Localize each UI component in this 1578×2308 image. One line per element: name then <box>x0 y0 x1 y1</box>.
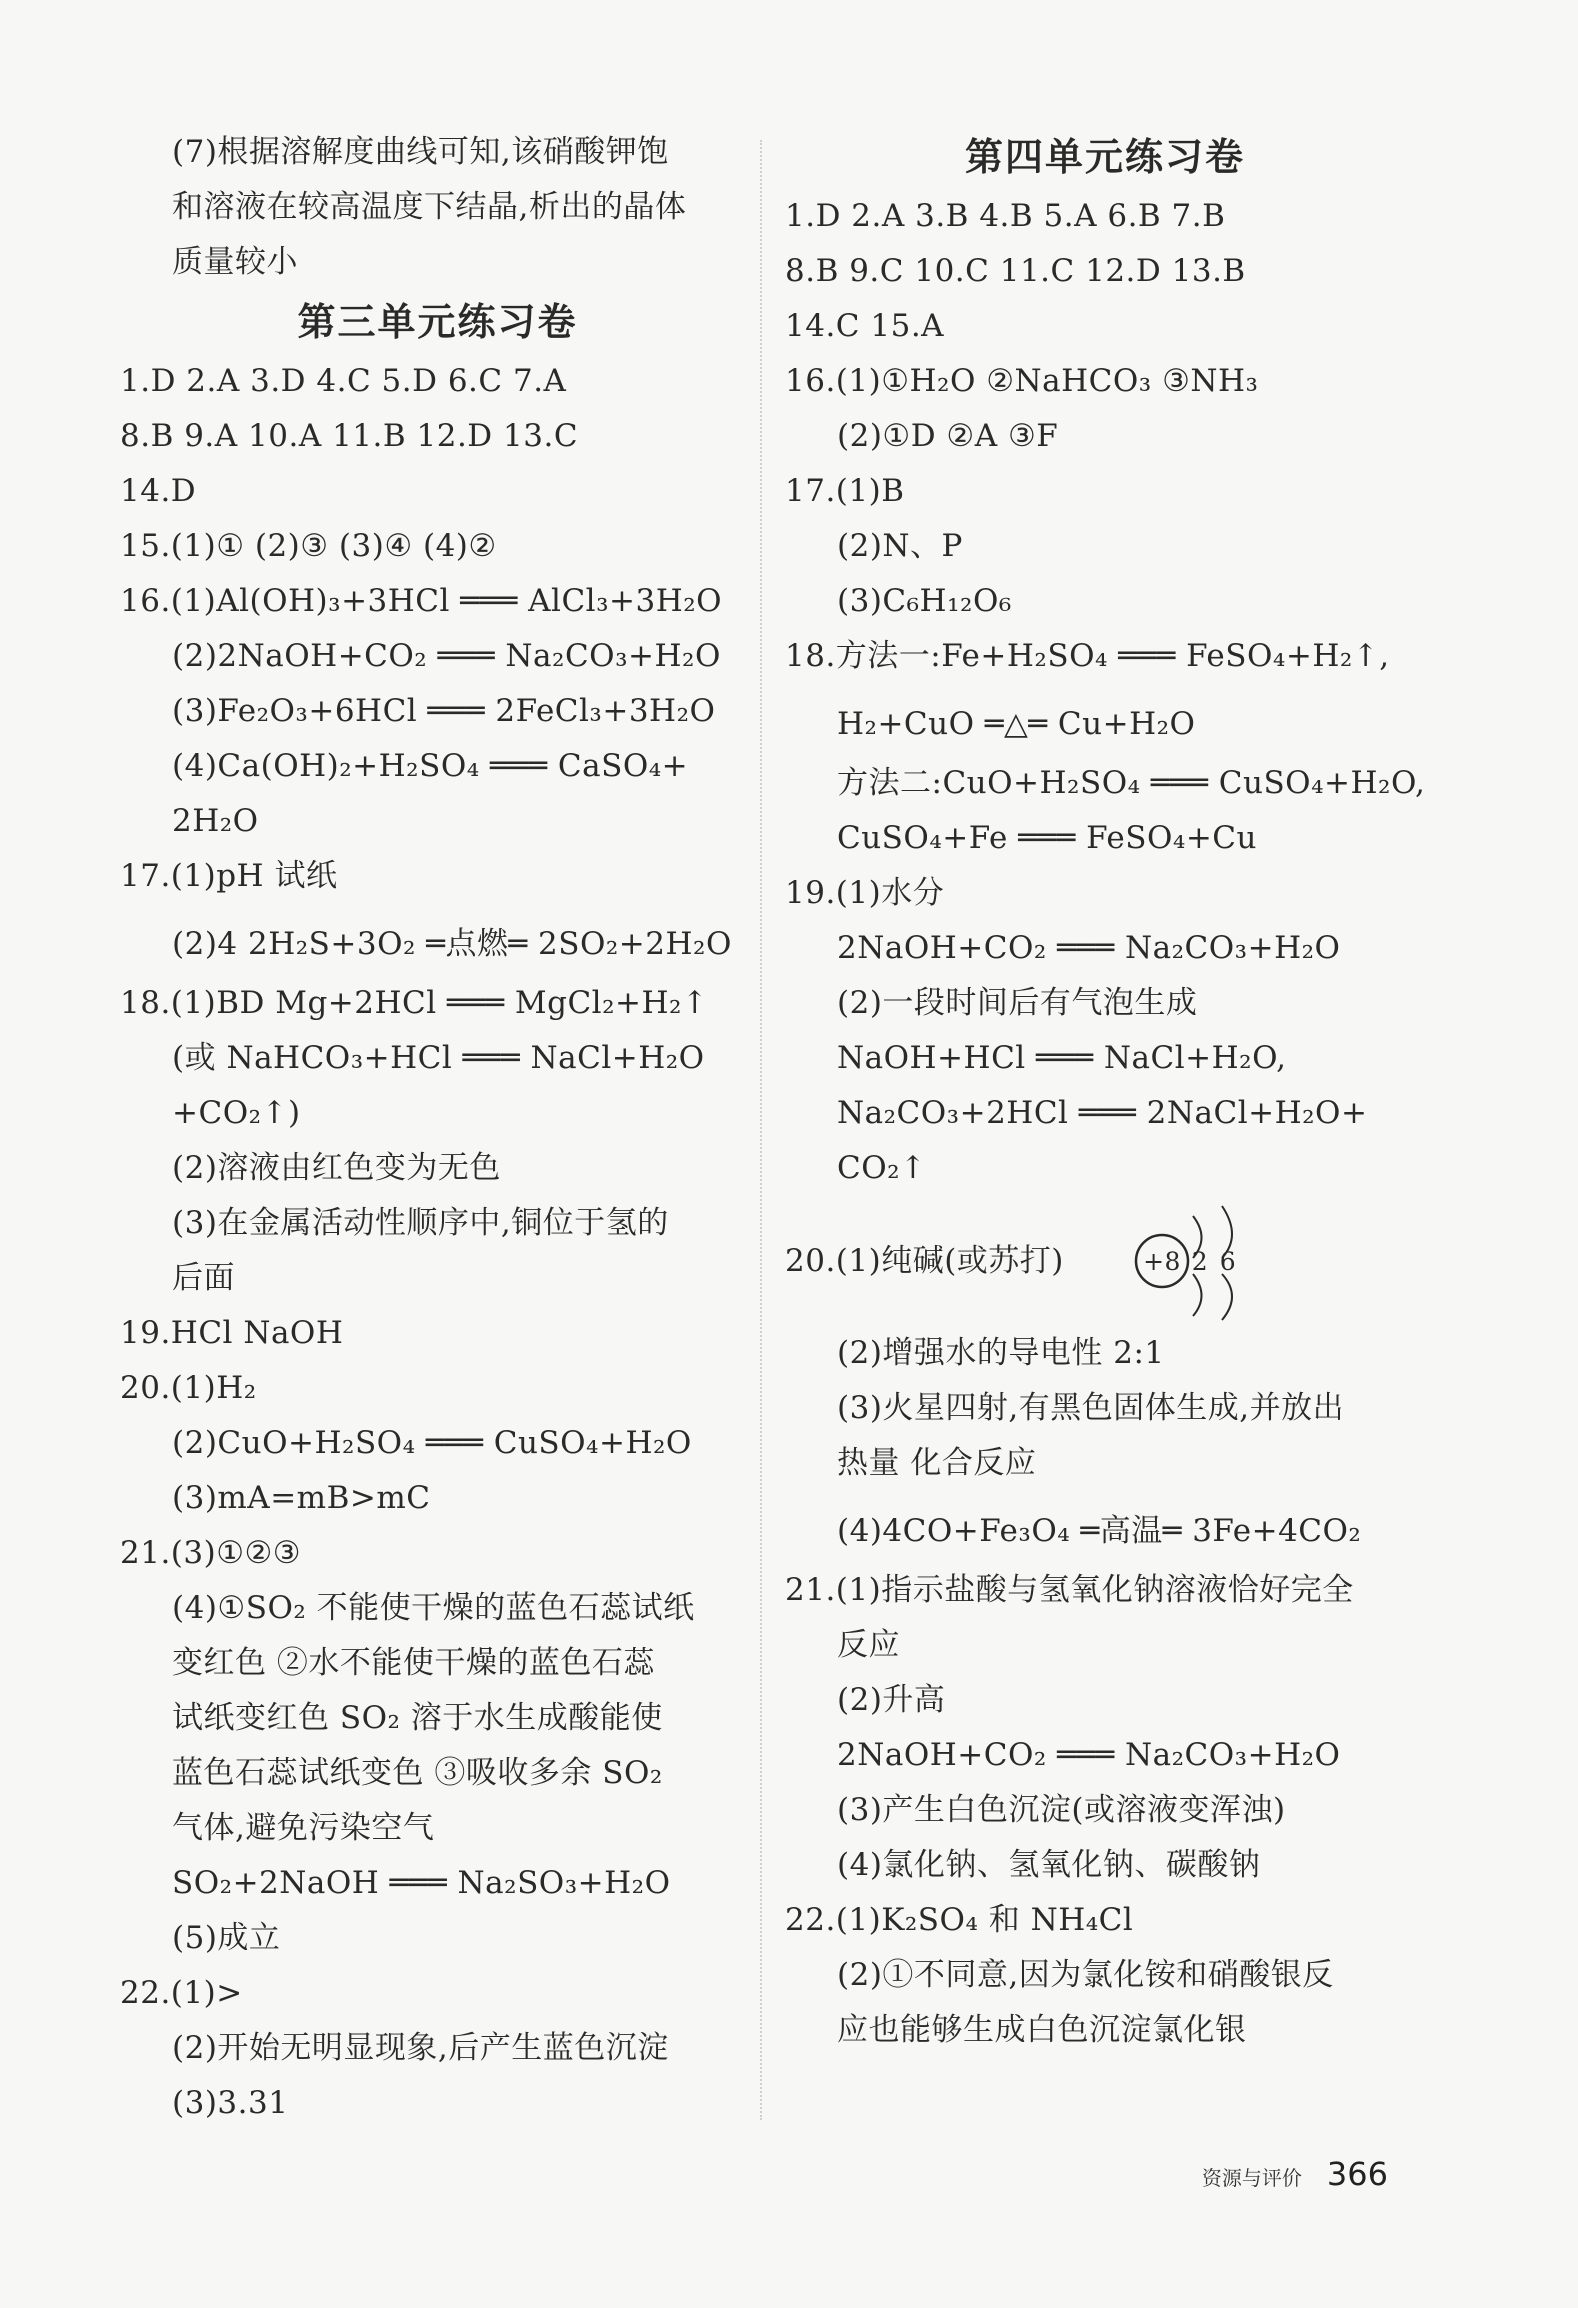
shell-arc-lower-outer <box>1222 1274 1232 1320</box>
answer-line: (3)3.31 <box>172 2085 289 2121</box>
answer-line: 8.B 9.A 10.A 11.B 12.D 13.C <box>120 418 579 454</box>
answer-line: (3)火星四射,有黑色固体生成,并放出 <box>837 1390 1345 1426</box>
answer-line: 热量 化合反应 <box>837 1445 1037 1481</box>
answer-line: 21.(1)指示盐酸与氢氧化钠溶液恰好完全 <box>785 1572 1354 1608</box>
shell-electrons-1: 2 <box>1191 1247 1209 1276</box>
answer-line: H₂+CuO ═△═ Cu+H₂O <box>837 706 1196 742</box>
left-column <box>120 125 755 2131</box>
answer-line: 8.B 9.C 10.C 11.C 12.D 13.B <box>785 253 1246 289</box>
answer-line: 16.(1)Al(OH)₃+3HCl ═══ AlCl₃+3H₂O <box>120 583 723 619</box>
answer-line: 16.(1)①H₂O ②NaHCO₃ ③NH₃ <box>785 363 1259 399</box>
answer-line: 14.C 15.A <box>785 308 945 344</box>
answer-line: Na₂CO₃+2HCl ═══ 2NaCl+H₂O+ <box>837 1095 1368 1131</box>
answer-line: (2)N、P <box>837 528 963 564</box>
answer-line: 2H₂O <box>172 803 259 839</box>
answer-line: (2)①D ②A ③F <box>837 418 1059 454</box>
intro-line: (7)根据溶解度曲线可知,该硝酸钾饱 <box>172 134 669 170</box>
answer-line: (4)4CO+Fe₃O₄ ═高温═ 3Fe+4CO₂ <box>837 1513 1362 1549</box>
answer-line: 变红色 ②水不能使干燥的蓝色石蕊 <box>172 1645 655 1681</box>
footer-label: 资源与评价 <box>1201 2166 1302 2190</box>
answer-line: 蓝色石蕊试纸变色 ③吸收多余 SO₂ <box>172 1755 663 1791</box>
answer-line: 19.HCl NaOH <box>120 1315 344 1351</box>
answer-line: (2)2NaOH+CO₂ ═══ Na₂CO₃+H₂O <box>172 638 721 674</box>
answer-line: (2)开始无明显现象,后产生蓝色沉淀 <box>172 2030 669 2066</box>
answer-line: (3)mA=mB>mC <box>172 1480 431 1516</box>
answer-line: 2NaOH+CO₂ ═══ Na₂CO₃+H₂O <box>837 930 1341 966</box>
answer-line: 后面 <box>172 1260 235 1296</box>
answer-line: 18.(1)BD Mg+2HCl ═══ MgCl₂+H₂↑ <box>120 985 709 1021</box>
answer-line: 17.(1)B <box>785 473 905 509</box>
answer-line: (4)Ca(OH)₂+H₂SO₄ ═══ CaSO₄+ <box>172 748 689 784</box>
answer-line: (2)①不同意,因为氯化铵和硝酸银反 <box>837 1957 1334 1993</box>
column-divider <box>760 140 762 2120</box>
answer-line: 1.D 2.A 3.B 4.B 5.A 6.B 7.B <box>785 198 1226 234</box>
atom-structure-diagram <box>1130 1196 1260 1326</box>
answer-line: (4)①SO₂ 不能使干燥的蓝色石蕊试纸 <box>172 1590 695 1626</box>
answer-line: 反应 <box>837 1627 900 1663</box>
intro-line: 和溶液在较高温度下结晶,析出的晶体 <box>172 189 687 225</box>
answer-line: +CO₂↑) <box>172 1095 301 1131</box>
answer-line: (5)成立 <box>172 1920 281 1956</box>
answer-line: (或 NaHCO₃+HCl ═══ NaCl+H₂O <box>172 1040 705 1076</box>
answer-text: 20.(1)纯碱(或苏打) <box>785 1243 1064 1279</box>
page-number: 366 <box>1326 2155 1388 2193</box>
answer-line: (2)增强水的导电性 2:1 <box>837 1335 1165 1371</box>
answer-line: (3)产生白色沉淀(或溶液变浑浊) <box>837 1792 1286 1828</box>
answer-line: 试纸变红色 SO₂ 溶于水生成酸能使 <box>172 1700 663 1736</box>
answer-line: 应也能够生成白色沉淀氯化银 <box>837 2012 1247 2048</box>
answer-line: 15.(1)① (2)③ (3)④ (4)② <box>120 528 497 564</box>
answer-line: 方法二:CuO+H₂SO₄ ═══ CuSO₄+H₂O, <box>837 765 1426 801</box>
answer-line: (3)C₆H₁₂O₆ <box>837 583 1012 619</box>
answer-line-atom <box>785 1196 1425 1326</box>
unit3-title: 第三单元练习卷 <box>297 300 578 344</box>
answer-line: 19.(1)水分 <box>785 875 945 911</box>
answer-line: 1.D 2.A 3.D 4.C 5.D 6.C 7.A <box>120 363 567 399</box>
answer-line: 气体,避免污染空气 <box>172 1810 435 1846</box>
answer-line: 21.(3)①②③ <box>120 1535 302 1571</box>
intro-line: 质量较小 <box>172 244 298 280</box>
answer-line: 14.D <box>120 473 197 509</box>
answer-line: 20.(1)H₂ <box>120 1370 257 1406</box>
answer-line: (4)氯化钠、氢氧化钠、碳酸钠 <box>837 1847 1261 1883</box>
answer-line: (2)CuO+H₂SO₄ ═══ CuSO₄+H₂O <box>172 1425 692 1461</box>
answer-line: (3)在金属活动性顺序中,铜位于氢的 <box>172 1205 669 1241</box>
unit4-title: 第四单元练习卷 <box>964 135 1245 179</box>
right-column <box>785 125 1425 2058</box>
answer-line: (3)Fe₂O₃+6HCl ═══ 2FeCl₃+3H₂O <box>172 693 716 729</box>
answer-line: CO₂↑ <box>837 1150 927 1186</box>
answer-line: (2)升高 <box>837 1682 946 1718</box>
shell-arc-lower <box>1193 1274 1202 1316</box>
answer-line: 22.(1)> <box>120 1975 243 2011</box>
answer-line: (2)溶液由红色变为无色 <box>172 1150 501 1186</box>
answer-line: SO₂+2NaOH ═══ Na₂SO₃+H₂O <box>172 1865 671 1901</box>
answer-line: 22.(1)K₂SO₄ 和 NH₄Cl <box>785 1902 1134 1938</box>
answer-line: NaOH+HCl ═══ NaCl+H₂O, <box>837 1040 1287 1076</box>
answer-line: (2)4 2H₂S+3O₂ ═点燃═ 2SO₂+2H₂O <box>172 926 732 962</box>
answer-line: (2)一段时间后有气泡生成 <box>837 985 1198 1021</box>
answer-line: CuSO₄+Fe ═══ FeSO₄+Cu <box>837 820 1257 856</box>
page-footer <box>1202 2155 1388 2193</box>
shell-electrons-2: 6 <box>1219 1247 1237 1276</box>
answer-line: 17.(1)pH 试纸 <box>120 858 338 894</box>
answer-line: 2NaOH+CO₂ ═══ Na₂CO₃+H₂O <box>837 1737 1341 1773</box>
nucleus-charge: +8 <box>1143 1247 1181 1276</box>
answer-line: 18.方法一:Fe+H₂SO₄ ═══ FeSO₄+H₂↑, <box>785 638 1390 674</box>
